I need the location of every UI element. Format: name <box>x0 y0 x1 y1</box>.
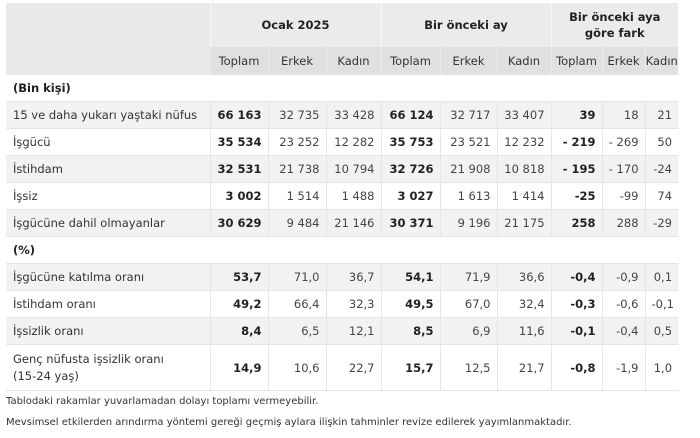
cell-value: 14,9 <box>210 345 268 391</box>
table-row <box>6 291 678 318</box>
row-label: İşgücü <box>6 129 210 156</box>
cell-value: 9 484 <box>268 210 326 237</box>
cell-value: 0,1 <box>645 264 678 291</box>
cell-value: 1 488 <box>326 183 381 210</box>
row-label: İşsizlik oranı <box>6 318 210 345</box>
table-row <box>6 102 678 129</box>
cell-value: 66,4 <box>268 291 326 318</box>
table-header <box>6 3 678 75</box>
cell-value: 32 531 <box>210 156 268 183</box>
row-label: İstihdam <box>6 156 210 183</box>
labor-statistics-table <box>6 3 678 391</box>
cell-value: 21 738 <box>268 156 326 183</box>
sub-header-male: Erkek <box>268 47 326 75</box>
cell-value: 36,6 <box>497 264 551 291</box>
cell-value: - 195 <box>551 156 602 183</box>
table-row <box>6 345 678 391</box>
cell-value: 35 534 <box>210 129 268 156</box>
cell-value: 23 252 <box>268 129 326 156</box>
cell-value: -0,4 <box>602 318 645 345</box>
section-title-percent: (%) <box>6 237 678 264</box>
table-row <box>6 129 678 156</box>
cell-value: 0,5 <box>645 318 678 345</box>
cell-value: 66 124 <box>381 102 440 129</box>
cell-value: 32 735 <box>268 102 326 129</box>
cell-value: -0,1 <box>645 291 678 318</box>
cell-value: 32,3 <box>326 291 381 318</box>
cell-value: 71,0 <box>268 264 326 291</box>
cell-value: 21 <box>645 102 678 129</box>
cell-value: -0,8 <box>551 345 602 391</box>
sub-header-male: Erkek <box>602 47 645 75</box>
cell-value: 33 428 <box>326 102 381 129</box>
cell-value: 22,7 <box>326 345 381 391</box>
cell-value: 32 726 <box>381 156 440 183</box>
cell-value: 30 629 <box>210 210 268 237</box>
cell-value: 66 163 <box>210 102 268 129</box>
cell-value: 10 794 <box>326 156 381 183</box>
group-header-row <box>6 3 678 47</box>
cell-value: 54,1 <box>381 264 440 291</box>
cell-value: -99 <box>602 183 645 210</box>
cell-value: 39 <box>551 102 602 129</box>
sub-header-female: Kadın <box>497 47 551 75</box>
cell-value: - 219 <box>551 129 602 156</box>
cell-value: -24 <box>645 156 678 183</box>
cell-value: 11,6 <box>497 318 551 345</box>
cell-value: 6,9 <box>440 318 497 345</box>
cell-value: 32 717 <box>440 102 497 129</box>
row-label-line-2: (15-24 yaş) <box>13 368 79 383</box>
cell-value: 21 175 <box>497 210 551 237</box>
cell-value: 33 407 <box>497 102 551 129</box>
corner-cell <box>6 3 210 47</box>
cell-value: 12 232 <box>497 129 551 156</box>
cell-value: 35 753 <box>381 129 440 156</box>
group-header-current-month: Ocak 2025 <box>210 3 381 47</box>
cell-value: 15,7 <box>381 345 440 391</box>
cell-value: 21 908 <box>440 156 497 183</box>
row-label-line-1: Genç nüfusta işsizlik oranı <box>13 351 164 366</box>
cell-value: 71,9 <box>440 264 497 291</box>
table-body <box>6 75 678 391</box>
table-row <box>6 210 678 237</box>
cell-value: - 170 <box>602 156 645 183</box>
sub-header-male: Erkek <box>440 47 497 75</box>
section-header-row <box>6 75 678 102</box>
table-row <box>6 183 678 210</box>
cell-value: 74 <box>645 183 678 210</box>
cell-value: 1,0 <box>645 345 678 391</box>
table-row <box>6 318 678 345</box>
cell-value: -25 <box>551 183 602 210</box>
table-row <box>6 264 678 291</box>
cell-value: 18 <box>602 102 645 129</box>
row-label: İşgücüne dahil olmayanlar <box>6 210 210 237</box>
sub-header-total: Toplam <box>551 47 602 75</box>
cell-value: 10,6 <box>268 345 326 391</box>
cell-value: 12,5 <box>440 345 497 391</box>
cell-value: -0,9 <box>602 264 645 291</box>
cell-value: 6,5 <box>268 318 326 345</box>
cell-value: 67,0 <box>440 291 497 318</box>
cell-value: 21,7 <box>497 345 551 391</box>
section-title-thousand-persons: (Bin kişi) <box>6 75 678 102</box>
group-header-difference: Bir önceki aya göre fark <box>551 3 678 47</box>
cell-value: 50 <box>645 129 678 156</box>
cell-value: -0,3 <box>551 291 602 318</box>
cell-value: 1 514 <box>268 183 326 210</box>
cell-value: 32,4 <box>497 291 551 318</box>
cell-value: 9 196 <box>440 210 497 237</box>
footnote-seasonal-adjustment: Mevsimsel etkilerden arındırma yöntemi gereği geçmiş aylara ilişkin tahminler revize edilerek yayımlanmaktadır. <box>6 417 572 428</box>
footnote-rounding: Tablodaki rakamlar yuvarlamadan dolayı toplamı vermeyebilir. <box>6 396 319 407</box>
corner-cell-lower <box>6 47 210 75</box>
cell-value: 36,7 <box>326 264 381 291</box>
cell-value: 3 002 <box>210 183 268 210</box>
cell-value: -0,4 <box>551 264 602 291</box>
cell-value: 49,5 <box>381 291 440 318</box>
cell-value: 8,5 <box>381 318 440 345</box>
section-header-row <box>6 237 678 264</box>
cell-value: 288 <box>602 210 645 237</box>
cell-value: 12,1 <box>326 318 381 345</box>
sub-header-female: Kadın <box>326 47 381 75</box>
sub-header-female: Kadın <box>645 47 678 75</box>
sub-header-total: Toplam <box>210 47 268 75</box>
cell-value: 8,4 <box>210 318 268 345</box>
cell-value: 53,7 <box>210 264 268 291</box>
cell-value: 12 282 <box>326 129 381 156</box>
cell-value: 1 613 <box>440 183 497 210</box>
cell-value: -0,6 <box>602 291 645 318</box>
sub-header-row <box>6 47 678 75</box>
row-label <box>6 345 210 391</box>
cell-value: 49,2 <box>210 291 268 318</box>
cell-value: 3 027 <box>381 183 440 210</box>
group-header-previous-month: Bir önceki ay <box>381 3 551 47</box>
cell-value: 23 521 <box>440 129 497 156</box>
cell-value: 21 146 <box>326 210 381 237</box>
cell-value: 1 414 <box>497 183 551 210</box>
row-label: İşsiz <box>6 183 210 210</box>
cell-value: -29 <box>645 210 678 237</box>
cell-value: 258 <box>551 210 602 237</box>
sub-header-total: Toplam <box>381 47 440 75</box>
row-label: 15 ve daha yukarı yaştaki nüfus <box>6 102 210 129</box>
table-footnotes <box>6 396 572 438</box>
table-row <box>6 156 678 183</box>
cell-value: - 269 <box>602 129 645 156</box>
labor-statistics-table-container <box>6 3 678 391</box>
row-label: İşgücüne katılma oranı <box>6 264 210 291</box>
cell-value: 30 371 <box>381 210 440 237</box>
cell-value: -1,9 <box>602 345 645 391</box>
cell-value: -0,1 <box>551 318 602 345</box>
cell-value: 10 818 <box>497 156 551 183</box>
row-label: İstihdam oranı <box>6 291 210 318</box>
